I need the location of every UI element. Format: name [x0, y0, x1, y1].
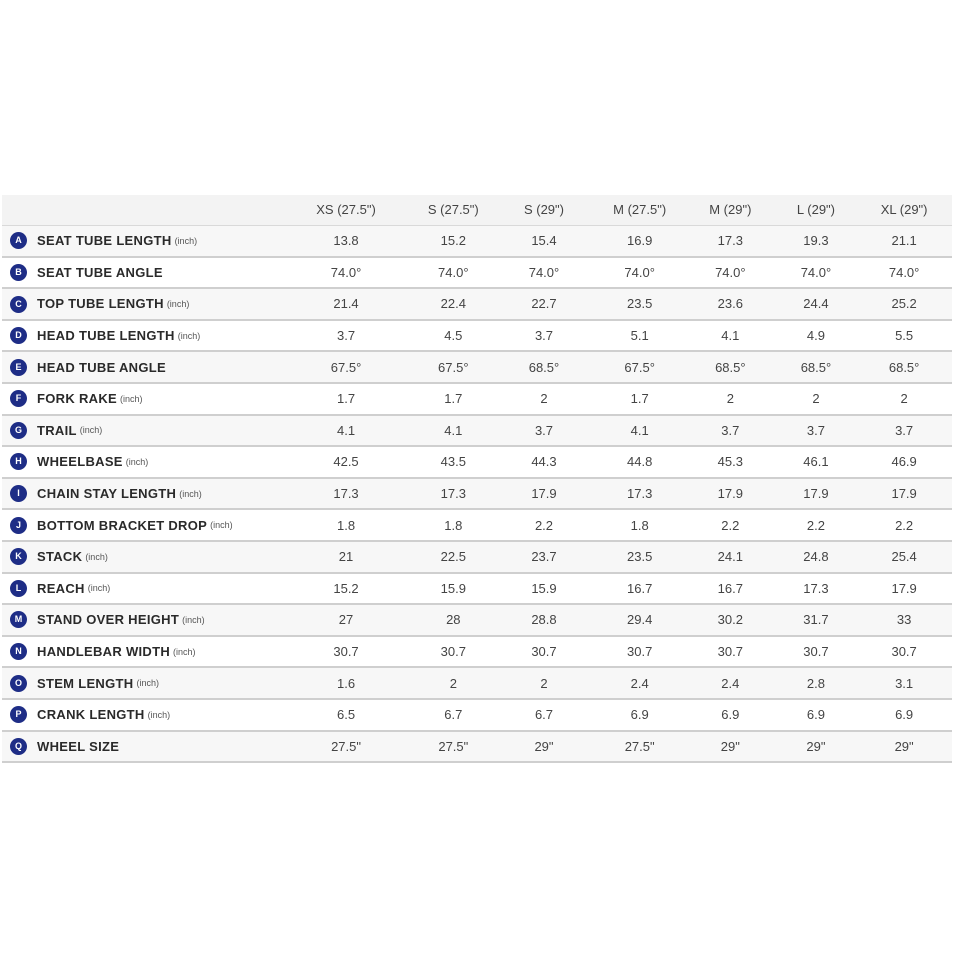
table-cell: 1.8: [413, 509, 494, 541]
table-cell: 17.3: [776, 573, 857, 605]
table-cell: 5.1: [594, 320, 685, 352]
table-cell: 74.0°: [856, 257, 952, 289]
table-cell: 17.9: [856, 573, 952, 605]
table-cell: 3.7: [494, 415, 595, 447]
measurement-label-cell: [2, 383, 279, 415]
table-cell: 19.3: [776, 225, 857, 257]
table-cell: 4.9: [776, 320, 857, 352]
table-row: [2, 478, 952, 510]
table-row: [2, 257, 952, 289]
table-cell: 4.1: [413, 415, 494, 447]
table-cell: 17.9: [856, 478, 952, 510]
table-cell: 68.5°: [494, 351, 595, 383]
table-cell: 13.8: [279, 225, 413, 257]
table-cell: 67.5°: [279, 351, 413, 383]
measurement-letter-badge: I: [10, 485, 27, 502]
table-cell: 43.5: [413, 446, 494, 478]
measurement-letter-badge: H: [10, 453, 27, 470]
table-cell: 17.3: [685, 225, 776, 257]
table-cell: 22.7: [494, 288, 595, 320]
measurement-label-cell: [2, 478, 279, 510]
measurement-name: FORK RAKE: [37, 391, 117, 407]
table-cell: 30.7: [856, 636, 952, 668]
measurement-name: TOP TUBE LENGTH: [37, 296, 164, 312]
table-cell: 1.6: [279, 667, 413, 699]
table-body: [2, 225, 952, 762]
measurement-letter-badge: E: [10, 359, 27, 376]
table-row: [2, 541, 952, 573]
table-cell: 1.7: [594, 383, 685, 415]
measurement-name: HEAD TUBE ANGLE: [37, 359, 166, 375]
table-cell: 74.0°: [776, 257, 857, 289]
column-header: XS (27.5"): [279, 195, 413, 225]
table-cell: 23.6: [685, 288, 776, 320]
table-cell: 17.3: [279, 478, 413, 510]
measurement-name: STEM LENGTH: [37, 675, 134, 691]
table-cell: 74.0°: [685, 257, 776, 289]
table-cell: 30.2: [685, 604, 776, 636]
measurement-name: HEAD TUBE LENGTH: [37, 328, 175, 344]
table-row: [2, 415, 952, 447]
table-row: [2, 225, 952, 257]
measurement-name: TRAIL: [37, 422, 77, 438]
measurement-unit: (inch): [85, 551, 108, 562]
table-cell: 28.8: [494, 604, 595, 636]
measurement-label-cell: [2, 541, 279, 573]
table-cell: 23.5: [594, 288, 685, 320]
measurement-name: STACK: [37, 549, 83, 565]
table-cell: 21.1: [856, 225, 952, 257]
measurement-unit: (inch): [210, 520, 233, 531]
measurement-name: WHEELBASE: [37, 454, 123, 470]
table-cell: 15.9: [413, 573, 494, 605]
column-header: M (29"): [685, 195, 776, 225]
table-cell: 29.4: [594, 604, 685, 636]
table-cell: 29": [856, 731, 952, 763]
table-cell: 29": [685, 731, 776, 763]
column-header: S (27.5"): [413, 195, 494, 225]
measurement-name: SEAT TUBE ANGLE: [37, 264, 163, 280]
table-cell: 2: [685, 383, 776, 415]
measurement-letter-badge: C: [10, 296, 27, 313]
measurement-letter-badge: M: [10, 611, 27, 628]
table-cell: 3.7: [856, 415, 952, 447]
measurement-name: WHEEL SIZE: [37, 738, 120, 754]
table-row: [2, 636, 952, 668]
measurement-name: BOTTOM BRACKET DROP: [37, 517, 208, 533]
measurement-label-cell: [2, 604, 279, 636]
table-cell: 68.5°: [685, 351, 776, 383]
table-cell: 3.7: [494, 320, 595, 352]
table-row: [2, 573, 952, 605]
measurement-unit: (inch): [174, 235, 198, 246]
table-cell: 74.0°: [594, 257, 685, 289]
measurement-label-cell: [2, 446, 279, 478]
table-cell: 1.7: [279, 383, 413, 415]
table-cell: 4.5: [413, 320, 494, 352]
table-cell: 16.9: [594, 225, 685, 257]
measurement-unit: (inch): [177, 330, 201, 341]
table-cell: 17.3: [413, 478, 494, 510]
column-header: S (29"): [494, 195, 595, 225]
measurement-label-cell: [2, 257, 279, 289]
measurement-label-cell: [2, 636, 279, 668]
table-cell: 2.2: [776, 509, 857, 541]
table-cell: 21: [279, 541, 413, 573]
table-cell: 44.8: [594, 446, 685, 478]
table-cell: 2.8: [776, 667, 857, 699]
measurement-letter-badge: P: [10, 706, 27, 723]
table-cell: 2: [776, 383, 857, 415]
table-cell: 3.7: [685, 415, 776, 447]
measurement-label-cell: [2, 320, 279, 352]
table-cell: 27: [279, 604, 413, 636]
measurement-label-cell: [2, 225, 279, 257]
measurement-unit: (inch): [136, 678, 159, 689]
measurement-label-cell: [2, 288, 279, 320]
table-cell: 3.7: [279, 320, 413, 352]
table-cell: 3.7: [776, 415, 857, 447]
table-row: [2, 320, 952, 352]
table-cell: 23.5: [594, 541, 685, 573]
table-cell: 24.8: [776, 541, 857, 573]
table-row: [2, 699, 952, 731]
measurement-unit: (inch): [87, 583, 111, 594]
table-cell: 22.4: [413, 288, 494, 320]
table-cell: 15.4: [494, 225, 595, 257]
table-cell: 21.4: [279, 288, 413, 320]
table-cell: 16.7: [685, 573, 776, 605]
table-cell: 24.4: [776, 288, 857, 320]
table-cell: 2.2: [856, 509, 952, 541]
measurement-letter-badge: O: [10, 675, 27, 692]
table-cell: 45.3: [685, 446, 776, 478]
table-cell: 22.5: [413, 541, 494, 573]
table-cell: 68.5°: [776, 351, 857, 383]
table-cell: 28: [413, 604, 494, 636]
table-cell: 30.7: [494, 636, 595, 668]
table-row: [2, 731, 952, 763]
column-header: L (29"): [776, 195, 857, 225]
table-cell: 15.2: [413, 225, 494, 257]
table-cell: 68.5°: [856, 351, 952, 383]
measurement-label-cell: [2, 699, 279, 731]
table-cell: 16.7: [594, 573, 685, 605]
table-cell: 1.7: [413, 383, 494, 415]
table-cell: 6.7: [494, 699, 595, 731]
table-cell: 17.9: [685, 478, 776, 510]
table-cell: 23.7: [494, 541, 595, 573]
table-cell: 67.5°: [413, 351, 494, 383]
table-cell: 74.0°: [494, 257, 595, 289]
table-cell: 4.1: [685, 320, 776, 352]
measurement-name: STAND OVER HEIGHT: [37, 612, 180, 628]
measurement-label-cell: [2, 509, 279, 541]
table-cell: 46.1: [776, 446, 857, 478]
table-cell: 30.7: [413, 636, 494, 668]
measurement-letter-badge: G: [10, 422, 27, 439]
measurement-letter-badge: A: [10, 232, 27, 249]
table-cell: 27.5": [594, 731, 685, 763]
table-cell: 25.4: [856, 541, 952, 573]
measurement-unit: (inch): [173, 646, 196, 657]
table-cell: 5.5: [856, 320, 952, 352]
measurement-label-cell: [2, 351, 279, 383]
measurement-letter-badge: N: [10, 643, 27, 660]
measurement-letter-badge: J: [10, 517, 27, 534]
table-row: [2, 509, 952, 541]
table-cell: 6.5: [279, 699, 413, 731]
table-cell: 6.7: [413, 699, 494, 731]
measurement-unit: (inch): [125, 456, 149, 467]
table-cell: 2: [494, 383, 595, 415]
measurement-label-cell: [2, 667, 279, 699]
table-cell: 67.5°: [594, 351, 685, 383]
table-row: [2, 383, 952, 415]
table-cell: 2.4: [594, 667, 685, 699]
table-cell: 44.3: [494, 446, 595, 478]
table-cell: 17.3: [594, 478, 685, 510]
geometry-table: [2, 195, 952, 763]
measurement-unit: (inch): [119, 393, 143, 404]
measurement-label-cell: [2, 731, 279, 763]
table-cell: 2.2: [494, 509, 595, 541]
table-cell: 17.9: [494, 478, 595, 510]
column-header: XL (29"): [856, 195, 952, 225]
table-cell: 17.9: [776, 478, 857, 510]
table-cell: 25.2: [856, 288, 952, 320]
table-cell: 42.5: [279, 446, 413, 478]
table-cell: 6.9: [594, 699, 685, 731]
table-cell: 74.0°: [279, 257, 413, 289]
table-cell: 29": [494, 731, 595, 763]
measurement-unit: (inch): [166, 299, 190, 310]
measurement-name: SEAT TUBE LENGTH: [37, 233, 172, 249]
table-cell: 24.1: [685, 541, 776, 573]
measurement-letter-badge: Q: [10, 738, 27, 755]
table-cell: 6.9: [856, 699, 952, 731]
measurement-unit: (inch): [79, 425, 103, 436]
table-cell: 2: [413, 667, 494, 699]
measurement-letter-badge: B: [10, 264, 27, 281]
table-cell: 29": [776, 731, 857, 763]
table-cell: 30.7: [279, 636, 413, 668]
measurement-name: HANDLEBAR WIDTH: [37, 644, 171, 660]
measurement-letter-badge: K: [10, 548, 27, 565]
measurement-unit: (inch): [179, 488, 202, 499]
table-cell: 15.9: [494, 573, 595, 605]
measurement-label-cell: [2, 573, 279, 605]
table-cell: 27.5": [413, 731, 494, 763]
table-cell: 46.9: [856, 446, 952, 478]
table-cell: 1.8: [594, 509, 685, 541]
table-cell: 1.8: [279, 509, 413, 541]
column-header: M (27.5"): [594, 195, 685, 225]
measurement-letter-badge: F: [10, 390, 27, 407]
table-cell: 15.2: [279, 573, 413, 605]
measurement-name: CRANK LENGTH: [37, 707, 145, 723]
table-cell: 31.7: [776, 604, 857, 636]
table-row: [2, 288, 952, 320]
header-corner: [2, 195, 279, 225]
table-cell: 27.5": [279, 731, 413, 763]
measurement-label-cell: [2, 415, 279, 447]
table-row: [2, 446, 952, 478]
table-cell: 6.9: [776, 699, 857, 731]
measurement-unit: (inch): [147, 709, 171, 720]
header-row: [2, 195, 952, 225]
table-cell: 74.0°: [413, 257, 494, 289]
measurement-letter-badge: L: [10, 580, 27, 597]
measurement-letter-badge: D: [10, 327, 27, 344]
table-cell: 2.4: [685, 667, 776, 699]
table-cell: 2: [856, 383, 952, 415]
table-row: [2, 667, 952, 699]
table-cell: 4.1: [594, 415, 685, 447]
table-cell: 2: [494, 667, 595, 699]
table-cell: 6.9: [685, 699, 776, 731]
table-row: [2, 351, 952, 383]
table-cell: 4.1: [279, 415, 413, 447]
table-cell: 30.7: [594, 636, 685, 668]
measurement-unit: (inch): [182, 614, 205, 625]
table-cell: 30.7: [685, 636, 776, 668]
measurement-name: CHAIN STAY LENGTH: [37, 486, 177, 502]
measurement-name: REACH: [37, 580, 85, 596]
table-cell: 3.1: [856, 667, 952, 699]
table-cell: 2.2: [685, 509, 776, 541]
table-row: [2, 604, 952, 636]
table-cell: 30.7: [776, 636, 857, 668]
table-cell: 33: [856, 604, 952, 636]
